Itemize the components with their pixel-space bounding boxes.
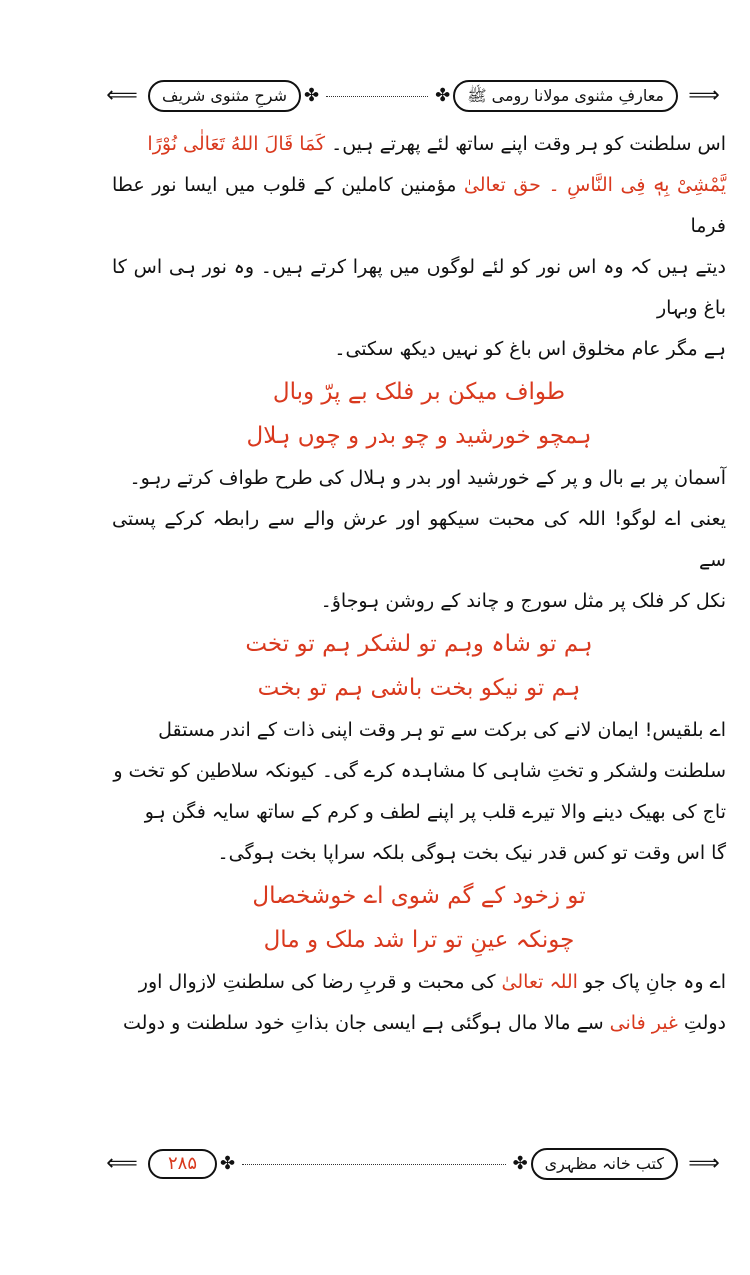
text-segment: سلطنت ولشکر و تختِ شاہی کا مشاہدہ کرے گی۔ کیونکہ سلاطین کو تخت و — [113, 760, 726, 782]
knot-ornament-icon: ✤ — [512, 1153, 528, 1174]
couplet-line: ہمچو خورشید و چو بدر و چوں ہلال — [246, 423, 592, 449]
arrow-ornament-left-icon: ⟸ — [106, 1151, 138, 1176]
text-segment: ہے مگر عام مخلوق اس باغ کو نہیں دیکھ سکتی۔ — [334, 338, 726, 360]
publisher-name: کتب خانہ مظہری — [531, 1148, 678, 1180]
text-line — [112, 247, 726, 329]
arrow-ornament-right-icon: ⟹ — [688, 83, 720, 108]
couplet-line: تو زخود کے گم شوی اے خوشخصال — [252, 883, 586, 909]
text-line — [112, 792, 726, 833]
couplet-line: ہم تو نیکو بخت باشی ہم تو بخت — [257, 675, 581, 701]
arrow-ornament-right-icon: ⟹ — [688, 1151, 720, 1176]
text-segment: مؤمنین کاملین کے قلوب میں ایسا نور عطا فرما — [112, 174, 726, 237]
knot-ornament-icon: ✤ — [220, 1153, 236, 1174]
highlighted-text: یَّمْشِیْ بِهٖ فِی النَّاسِ ۔ — [540, 174, 727, 196]
footer-band — [96, 1146, 730, 1182]
text-line — [112, 329, 726, 370]
text-segment: تاج کی بھیک دینے والا تیرے قلب پر اپنے لطف و کرم کے ساتھ سایہ فگن ہو — [144, 801, 726, 823]
dotted-rule — [242, 1164, 505, 1165]
text-line — [112, 962, 726, 1003]
text-line — [112, 751, 726, 792]
highlighted-text: کَمَا قَالَ اللهُ تَعَالٰی نُوْرًا — [147, 133, 326, 155]
text-line — [112, 581, 726, 622]
knot-ornament-icon: ✤ — [304, 85, 320, 106]
text-line — [112, 124, 726, 165]
couplet-line: ہم تو شاہ وہم تو لشکر ہم تو تخت — [245, 631, 593, 657]
header-left-title: شرحِ مثنوی شریف — [148, 80, 301, 112]
highlighted-text: اللہ تعالیٰ — [501, 971, 578, 993]
text-segment: اے وہ جانِ پاک جو — [577, 971, 726, 993]
page-number: ۲۸۵ — [148, 1149, 217, 1179]
arrow-ornament-left-icon: ⟸ — [106, 83, 138, 108]
couplet-line: طواف میکن بر فلک بے پرّ وبال — [272, 379, 566, 405]
text-segment: سے مالا مال ہوگئی ہے ایسی جان بذاتِ خود سلطنت و دولت — [123, 1012, 610, 1034]
text-line — [112, 499, 726, 581]
body-text — [112, 124, 726, 1044]
text-line — [112, 458, 726, 499]
text-line — [112, 165, 726, 247]
highlighted-text: حق تعالیٰ — [463, 174, 541, 196]
header-right-title: معارفِ مثنوی مولانا رومی ﷺ — [453, 80, 678, 112]
text-line — [112, 1003, 726, 1044]
text-line — [112, 833, 726, 874]
couplet-line: چونکہ عینِ تو ترا شد ملک و مال — [263, 927, 575, 953]
header-band — [96, 78, 730, 114]
text-segment: کی محبت و قربِ رضا کی سلطنتِ لازوال اور — [138, 971, 502, 993]
text-segment: گا اس وقت تو کس قدر نیک بخت ہوگی بلکہ سراپا بخت ہوگی۔ — [217, 842, 726, 864]
text-segment: اس سلطنت کو ہر وقت اپنے ساتھ لئے پھرتے ہیں۔ — [325, 133, 726, 155]
knot-ornament-icon: ✤ — [435, 85, 451, 106]
text-segment: دیتے ہیں کہ وہ اس نور کو لئے لوگوں میں پھرا کرتے ہیں۔ وہ نور ہی اس کا باغ وبہار — [112, 256, 726, 319]
dotted-rule — [326, 96, 428, 97]
text-segment: آسمان پر بے بال و پر کے خورشید اور بدر و ہلال کی طرح طواف کرتے رہو۔ — [129, 467, 726, 489]
text-segment: نکل کر فلک پر مثل سورج و چاند کے روشن ہوجاؤ۔ — [320, 590, 726, 612]
text-segment: دولتِ — [677, 1012, 726, 1034]
text-segment: یعنی اے لوگو! اللہ کی محبت سیکھو اور عرش والے سے رابطہ کرکے پستی سے — [112, 508, 726, 571]
text-line — [112, 710, 726, 751]
highlighted-text: غیر فانی — [609, 1012, 678, 1034]
text-segment: اے بلقیس! ایمان لانے کی برکت سے تو ہر وقت اپنی ذات کے اندر مستقل — [158, 719, 726, 741]
